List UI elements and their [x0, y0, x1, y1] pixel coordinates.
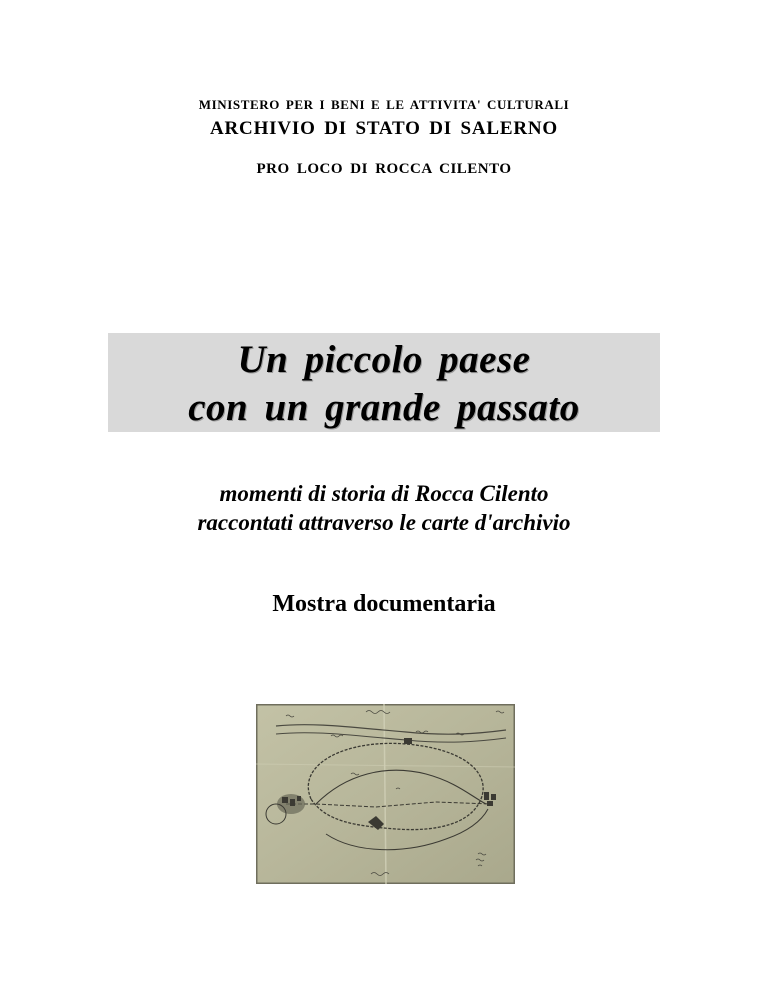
title-line-2: con un grande passato — [188, 386, 580, 429]
map-icon — [256, 704, 515, 884]
organizer-heading: PRO LOCO DI ROCCA CILENTO — [256, 161, 512, 177]
title-line-1: Un piccolo paese — [237, 338, 531, 381]
subtitle-line-2: raccontati attraverso le carte d'archivio — [197, 510, 571, 535]
subtitle-line-1: momenti di storia di Rocca Cilento — [219, 481, 549, 506]
map-building — [404, 738, 412, 744]
ministry-heading: MINISTERO PER I BENI E LE ATTIVITA' CULTURALI — [198, 97, 570, 112]
historic-map-illustration — [256, 704, 515, 884]
exhibition-label: Mostra documentaria — [272, 591, 496, 617]
archive-heading: ARCHIVIO DI STATO DI SALERNO — [210, 118, 558, 139]
